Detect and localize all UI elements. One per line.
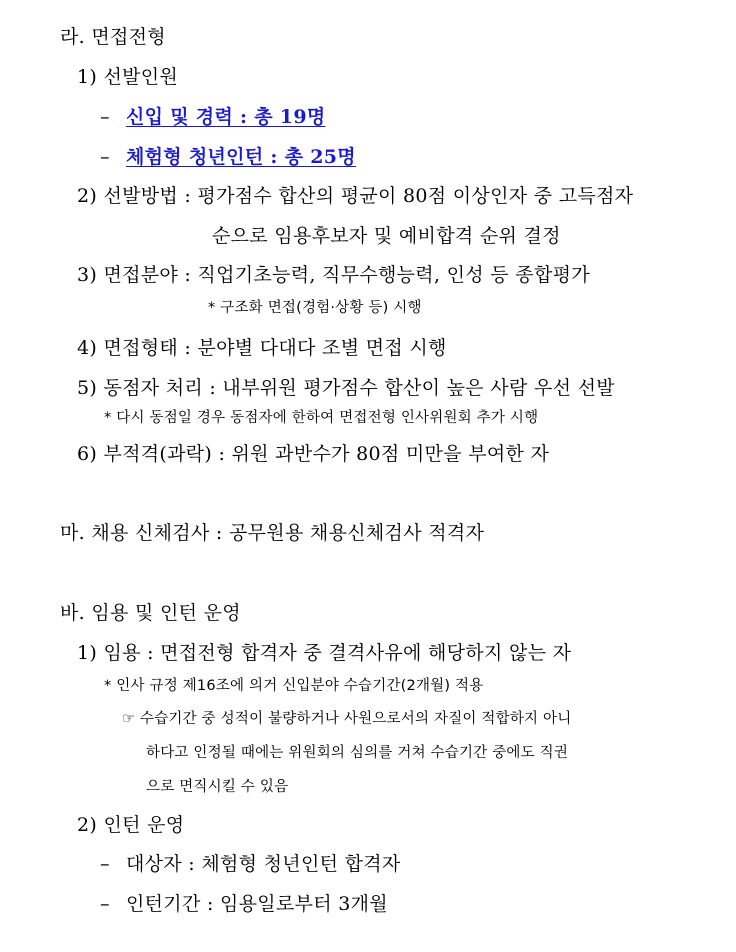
ra-item-5-note: * 다시 동점일 경우 동점자에 한하여 면접전형 인사위원회 추가 시행 — [104, 410, 539, 426]
ra-item-2-continuation: 순으로 임용후보자 및 예비합격 순위 결정 — [212, 225, 561, 247]
ba-item-2-intern-operation: 2) 인턴 운영 — [77, 814, 185, 836]
highlight-intern-count: 체험형 청년인턴 : 총 25명 — [126, 146, 356, 168]
ba-item-1-sub-line-1: ☞ 수습기간 중 성적이 불량하거나 사원으로서의 자질이 적합하지 아니 — [122, 711, 572, 727]
ra-item-1-intern — [100, 146, 356, 169]
ra-item-3-interview-area: 3) 면접분야 : 직업기초능력, 직무수행능력, 인성 등 종합평가 — [77, 264, 590, 286]
ra-item-4-interview-form: 4) 면접형태 : 분야별 다대다 조별 면접 시행 — [77, 337, 447, 359]
ba-item-1-sub-line-3: 으로 면직시킬 수 있음 — [146, 779, 289, 795]
ba-item-2-target — [100, 853, 401, 876]
ba-item-1-appointment: 1) 임용 : 면접전형 합격자 중 결격사유에 해당하지 않는 자 — [77, 642, 572, 664]
section-ra-heading: 라. 면접전형 — [60, 26, 166, 48]
dash-bullet: – — [100, 146, 110, 168]
dash-bullet: – — [100, 893, 110, 915]
highlight-new-career-count: 신입 및 경력 : 총 19명 — [126, 106, 326, 128]
intern-target-text: 대상자 : 체험형 청년인턴 합격자 — [126, 853, 401, 875]
ba-item-1-sub-line-2: 하다고 인정될 때에는 위원회의 심의를 거쳐 수습기간 중에도 직권 — [146, 745, 569, 761]
ra-item-1-new-career — [100, 106, 326, 129]
ra-item-1-selection-count: 1) 선발인원 — [77, 66, 179, 88]
ra-item-3-note: * 구조화 면접(경험·상황 등) 시행 — [208, 300, 422, 316]
ra-item-6-disqualification: 6) 부적격(과락) : 위원 과반수가 80점 미만을 부여한 자 — [77, 443, 550, 465]
dash-bullet: – — [100, 853, 110, 875]
ra-item-5-tie-handling: 5) 동점자 처리 : 내부위원 평가점수 합산이 높은 사람 우선 선발 — [77, 377, 615, 399]
ba-item-1-note: * 인사 규정 제16조에 의거 신입분야 수습기간(2개월) 적용 — [104, 678, 484, 694]
ra-item-2-selection-method: 2) 선발방법 : 평가점수 합산의 평균이 80점 이상인자 중 고득점자 — [77, 185, 634, 207]
dash-bullet: – — [100, 106, 110, 128]
intern-period-text: 인턴기간 : 임용일로부터 3개월 — [126, 893, 388, 915]
ba-item-2-period — [100, 893, 388, 916]
section-ma-heading: 마. 채용 신체검사 : 공무원용 채용신체검사 적격자 — [60, 522, 485, 544]
section-ba-heading: 바. 임용 및 인턴 운영 — [60, 602, 241, 624]
